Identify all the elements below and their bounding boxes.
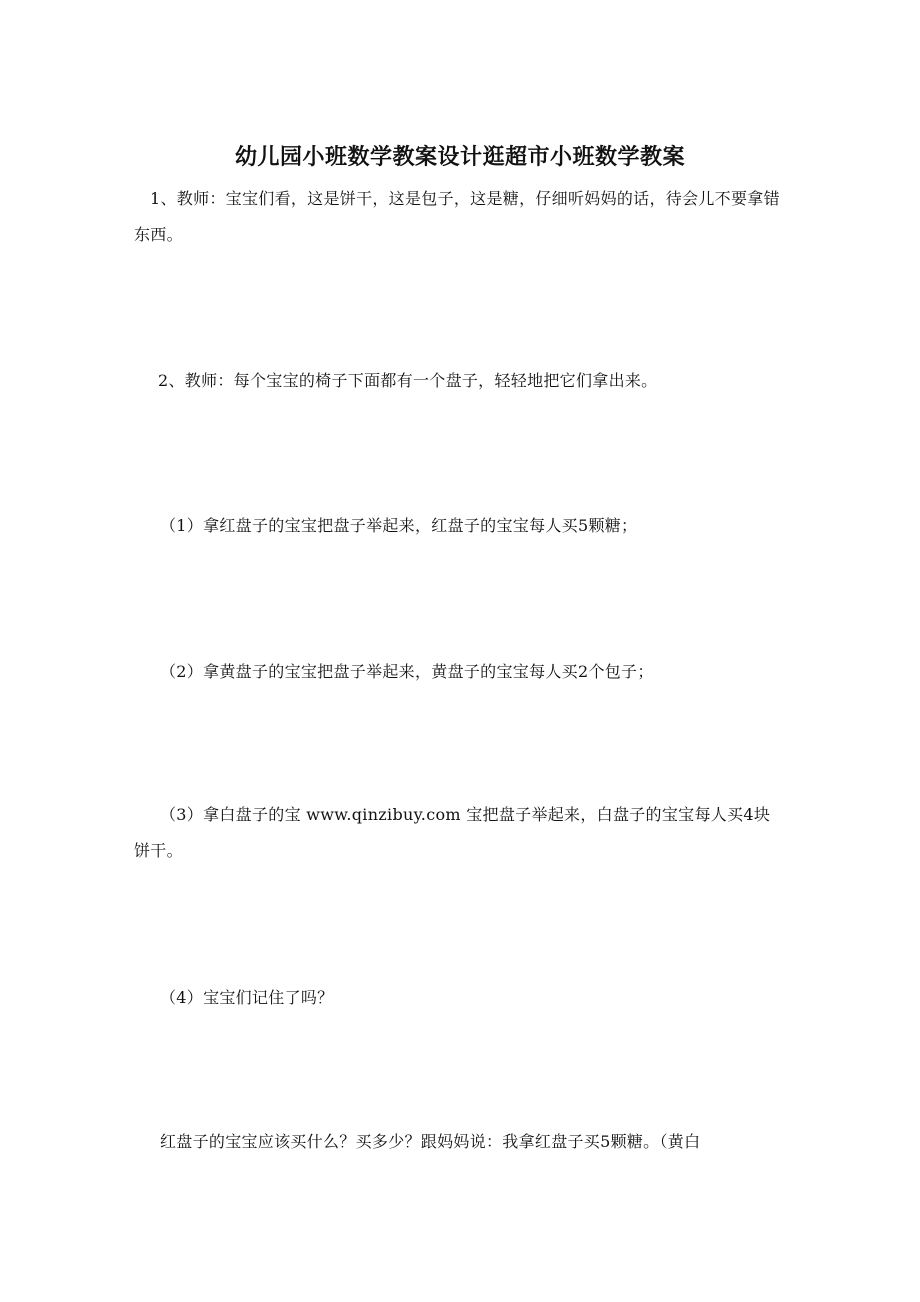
paragraph-7: 红盘子的宝宝应该买什么？买多少？跟妈妈说：我拿红盘子买5颗糖。（黄白 [160,1132,701,1151]
paragraph-5: （3）拿白盘子的宝 www.qinzibuy.com 宝把盘子举起来，白盘子的宝宝每人买4块饼干。 [134,805,771,860]
paragraph-2: 2、教师：每个宝宝的椅子下面都有一个盘子，轻轻地把它们拿出来。 [158,371,658,390]
document-title: 幼儿园小班数学教案设计逛超市小班数学教案 [234,144,685,170]
paragraph-6: （4）宝宝们记住了吗？ [160,988,334,1007]
paragraph-1: 1、教师：宝宝们看，这是饼干，这是包子，这是糖，仔细听妈妈的话，待会儿不要拿错东西。 [134,189,780,244]
paragraph-4: （2）拿黄盘子的宝宝把盘子举起来，黄盘子的宝宝每人买2个包子； [160,662,654,681]
paragraph-3: （1）拿红盘子的宝宝把盘子举起来，红盘子的宝宝每人买5颗糖； [160,516,638,535]
